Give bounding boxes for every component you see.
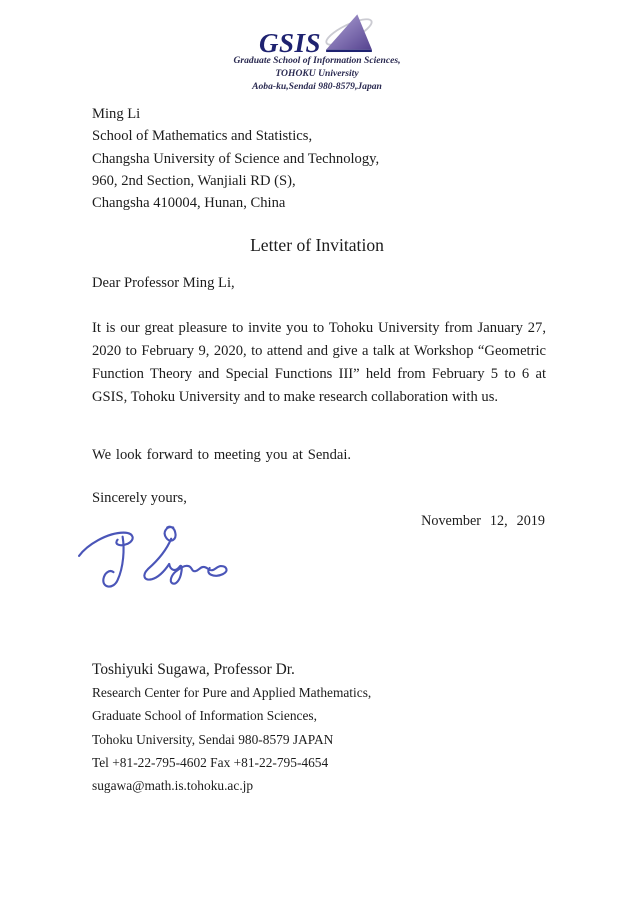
gsis-logo-mark [187, 12, 447, 58]
letter-date: November 12, 2019 [421, 513, 545, 529]
closing-phrase: Sincerely yours, [92, 490, 187, 506]
recipient-line: School of Mathematics and Statistics, [92, 128, 313, 145]
logo-subline-2: TOHOKU University [275, 67, 359, 79]
letter-title: Letter of Invitation [250, 235, 384, 255]
sender-name: Toshiyuki Sugawa, Professor Dr. [92, 661, 295, 678]
body-paragraph-1: It is our great pleasure to invite you to Tohoku University from January 27, 2020 to February 9, 2020, to attend and give a talk at Workshop “Geometric Function Theory and Special Functions III” held from February 5 to 6 at GSIS, Tohoku University and to make research collaboration with us. [92, 320, 546, 405]
gsis-triangle-icon [323, 10, 375, 54]
sender-email: sugawa@math.is.tohoku.ac.jp [92, 778, 254, 794]
sender-line: Graduate School of Information Sciences, [92, 708, 317, 724]
gsis-logo [187, 12, 447, 92]
recipient-line: 960, 2nd Section, Wanjiali RD (S), [92, 172, 296, 189]
sender-line: Tohoku University, Sendai 980-8579 JAPAN [92, 731, 334, 747]
sender-block [92, 658, 371, 797]
sender-line: Research Center for Pure and Applied Mathematics, [92, 685, 372, 701]
logo-subline-1: Graduate School of Information Sciences, [233, 55, 401, 66]
recipient-line: Changsha University of Science and Technology, [92, 150, 380, 167]
body-paragraph-2: We look forward to meeting you at Sendai. [92, 447, 352, 463]
salutation: Dear Professor Ming Li, [92, 275, 235, 291]
gsis-wordmark: GSIS [258, 28, 322, 58]
logo-subline-3: Aoba-ku,Sendai 980-8579,Japan [252, 80, 382, 92]
recipient-address [92, 103, 379, 214]
recipient-line: Changsha 410004, Hunan, China [92, 195, 286, 212]
handwritten-signature [73, 522, 235, 604]
recipient-name: Ming Li [92, 106, 141, 122]
sender-line: Tel +81-22-795-4602 Fax +81-22-795-4654 [92, 754, 329, 770]
